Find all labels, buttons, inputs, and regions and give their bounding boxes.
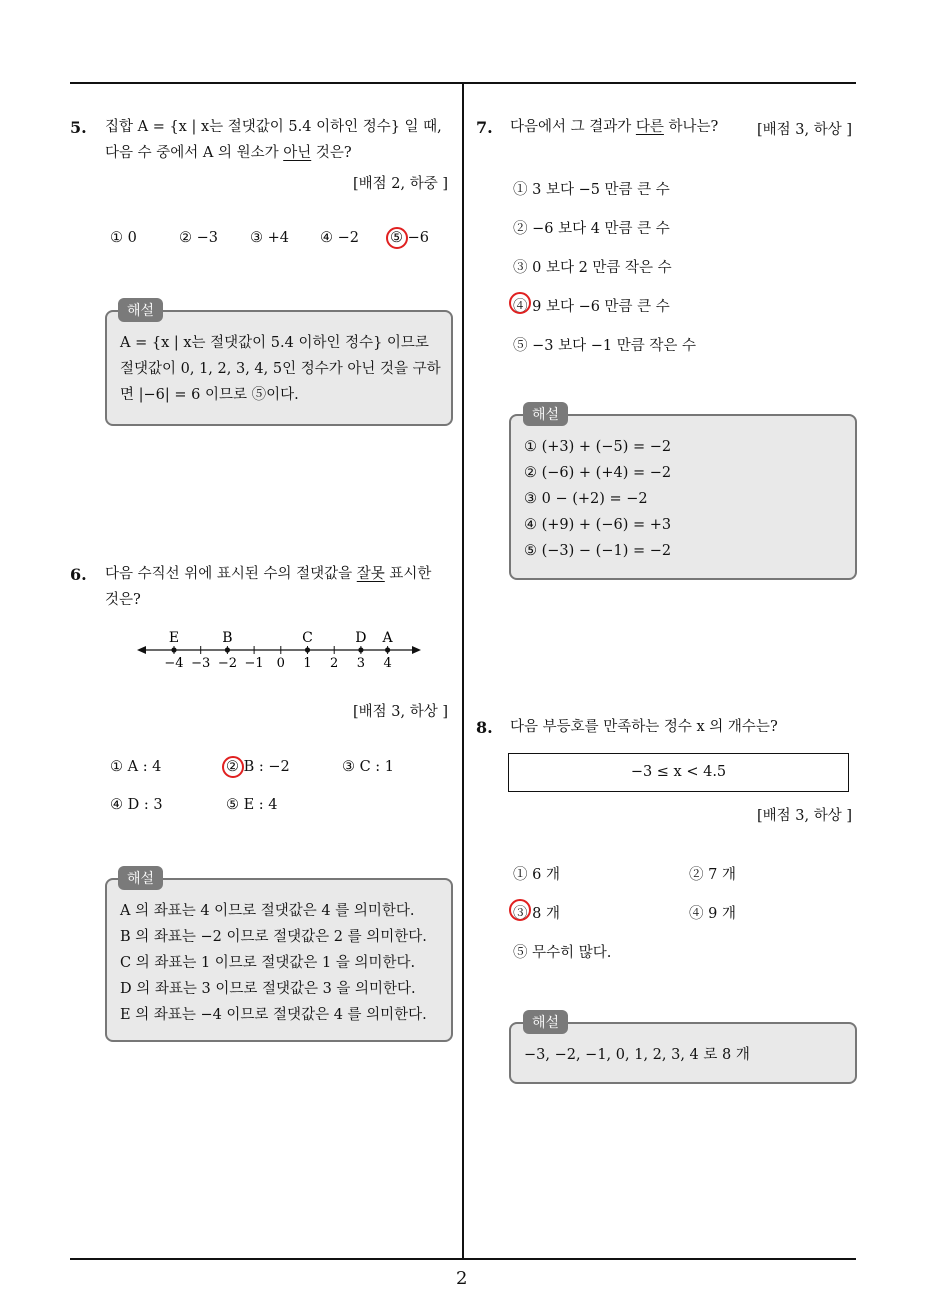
option-4[interactable]: ④ −2 bbox=[320, 230, 359, 246]
points-label: [배점 3, 하상 ] bbox=[756, 122, 852, 138]
explanation-box bbox=[105, 878, 453, 1042]
tick-label: −1 bbox=[244, 656, 264, 671]
points-label: [배점 3, 하상 ] bbox=[756, 808, 852, 824]
question-text-line bbox=[105, 140, 457, 166]
number-line bbox=[135, 622, 425, 672]
explanation-text bbox=[120, 898, 427, 1028]
point-dot bbox=[358, 647, 363, 652]
explanation-tag: 해설 bbox=[118, 298, 163, 322]
explanation-text bbox=[120, 330, 441, 408]
question-text-line: 집합 A = {x | x는 절댓값이 5.4 이하인 정수} 일 때, bbox=[105, 119, 442, 135]
option-1[interactable]: ① 6 개 bbox=[513, 867, 560, 883]
explanation-box bbox=[105, 310, 453, 426]
point-label: A bbox=[382, 630, 393, 646]
explanation-line: A = {x | x는 절댓값이 5.4 이하인 정수} 이므로 bbox=[120, 335, 429, 351]
option-1[interactable]: ① A : 4 bbox=[110, 759, 162, 775]
option-2[interactable]: ② B : −2 bbox=[226, 759, 290, 775]
tick-label: 3 bbox=[356, 656, 366, 671]
tick-label: −2 bbox=[217, 656, 237, 671]
option-3[interactable]: ③ 0 보다 2 만큼 작은 수 bbox=[513, 260, 672, 276]
right-arrow-icon bbox=[412, 646, 421, 654]
option-2[interactable]: ② −6 보다 4 만큼 큰 수 bbox=[513, 221, 670, 237]
option-5[interactable]: ⑤ −6 bbox=[390, 230, 429, 246]
explanation-line: D 의 좌표는 3 이므로 절댓값은 3 을 의미한다. bbox=[120, 981, 416, 997]
points-label: [배점 3, 하상 ] bbox=[352, 704, 448, 720]
question-text-line bbox=[105, 561, 457, 587]
explanation-line: C 의 좌표는 1 이므로 절댓값은 1 을 의미한다. bbox=[120, 955, 416, 971]
tick-label: 0 bbox=[276, 656, 285, 671]
point-label: B bbox=[222, 630, 233, 646]
question-text bbox=[510, 114, 718, 140]
question-text: 다음 부등호를 만족하는 정수 x 의 개수는? bbox=[510, 719, 778, 735]
explanation-line: 면 |−6| = 6 이므로 ⑤이다. bbox=[120, 387, 299, 403]
column-divider bbox=[462, 82, 464, 1260]
tick-label: −3 bbox=[191, 656, 211, 671]
text-segment: 다음에서 그 결과가 bbox=[510, 119, 636, 135]
tick-label: 2 bbox=[330, 656, 339, 671]
underlined-keyword: 다른 bbox=[635, 119, 664, 135]
underlined-keyword: 잘못 bbox=[356, 566, 385, 582]
option-4[interactable]: ④ 9 보다 −6 만큼 큰 수 bbox=[513, 299, 670, 315]
explanation-text bbox=[524, 434, 671, 564]
point-dot bbox=[225, 647, 230, 652]
point-dot bbox=[305, 647, 310, 652]
option-5[interactable]: ⑤ E : 4 bbox=[226, 797, 278, 813]
option-4[interactable]: ④ D : 3 bbox=[110, 797, 163, 813]
explanation-box bbox=[509, 414, 857, 580]
inequality-text: −3 ≤ x < 4.5 bbox=[630, 764, 727, 780]
question-text bbox=[105, 561, 457, 613]
point-label: D bbox=[355, 630, 367, 646]
question-number: 5. bbox=[70, 118, 87, 137]
explanation-line: 절댓값이 0, 1, 2, 3, 4, 5인 정수가 아닌 것을 구하 bbox=[120, 361, 441, 377]
explanation-line: ① (+3) + (−5) = −2 bbox=[524, 439, 672, 455]
option-4[interactable]: ④ 9 개 bbox=[689, 906, 736, 922]
option-5[interactable]: ⑤ 무수히 많다. bbox=[513, 945, 612, 961]
tick-label: 1 bbox=[303, 656, 312, 671]
option-1[interactable]: ① 0 bbox=[110, 230, 137, 246]
question-number: 8. bbox=[476, 718, 493, 737]
explanation-line: A 의 좌표는 4 이므로 절댓값은 4 를 의미한다. bbox=[120, 903, 415, 919]
point-dot bbox=[171, 647, 176, 652]
explanation-line: −3, −2, −1, 0, 1, 2, 3, 4 로 8 개 bbox=[524, 1047, 750, 1063]
option-3[interactable]: ③ +4 bbox=[250, 230, 289, 246]
question-number: 6. bbox=[70, 565, 87, 584]
option-3[interactable]: ③ C : 1 bbox=[342, 759, 395, 775]
explanation-tag: 해설 bbox=[523, 1010, 568, 1034]
option-1[interactable]: ① 3 보다 −5 만큼 큰 수 bbox=[513, 182, 670, 198]
option-2[interactable]: ② −3 bbox=[179, 230, 218, 246]
option-3[interactable]: ③ 8 개 bbox=[513, 906, 560, 922]
left-arrow-icon bbox=[137, 646, 146, 654]
text-segment: 것은? bbox=[311, 145, 352, 161]
explanation-tag: 해설 bbox=[523, 402, 568, 426]
text-segment: 다음 수 중에서 A 의 원소가 bbox=[105, 145, 284, 161]
question-number: 7. bbox=[476, 118, 493, 137]
inequality-box bbox=[508, 753, 849, 792]
answer-mark-circle bbox=[386, 227, 408, 249]
underlined-keyword: 아닌 bbox=[283, 145, 312, 161]
page-number: 2 bbox=[456, 1268, 468, 1289]
answer-mark-circle bbox=[509, 292, 531, 314]
text-segment: 표시한 bbox=[384, 566, 432, 582]
explanation-line: E 의 좌표는 −4 이므로 절댓값은 4 를 의미한다. bbox=[120, 1007, 427, 1023]
text-segment: 하나는? bbox=[663, 119, 719, 135]
point-label: C bbox=[302, 630, 313, 646]
explanation-line: ② (−6) + (+4) = −2 bbox=[524, 465, 672, 481]
tick-label: 4 bbox=[383, 656, 392, 671]
explanation-line: ④ (+9) + (−6) = +3 bbox=[524, 517, 672, 533]
explanation-line: ③ 0 − (+2) = −2 bbox=[524, 491, 648, 507]
point-dot bbox=[385, 647, 390, 652]
point-label: E bbox=[168, 630, 180, 646]
bottom-rule bbox=[70, 1258, 856, 1260]
points-label: [배점 2, 하중 ] bbox=[352, 176, 448, 192]
option-5[interactable]: ⑤ −3 보다 −1 만큼 작은 수 bbox=[513, 338, 696, 354]
explanation-text bbox=[524, 1042, 750, 1068]
explanation-tag: 해설 bbox=[118, 866, 163, 890]
explanation-line: B 의 좌표는 −2 이므로 절댓값은 2 를 의미한다. bbox=[120, 929, 427, 945]
answer-mark-circle bbox=[222, 756, 244, 778]
option-2[interactable]: ② 7 개 bbox=[689, 867, 736, 883]
question-text bbox=[105, 114, 457, 166]
question-text-line: 것은? bbox=[105, 592, 141, 608]
explanation-line: ⑤ (−3) − (−1) = −2 bbox=[524, 543, 672, 559]
text-segment: 다음 수직선 위에 표시된 수의 절댓값을 bbox=[105, 566, 357, 582]
answer-mark-circle bbox=[509, 899, 531, 921]
tick-label: −4 bbox=[164, 656, 184, 671]
